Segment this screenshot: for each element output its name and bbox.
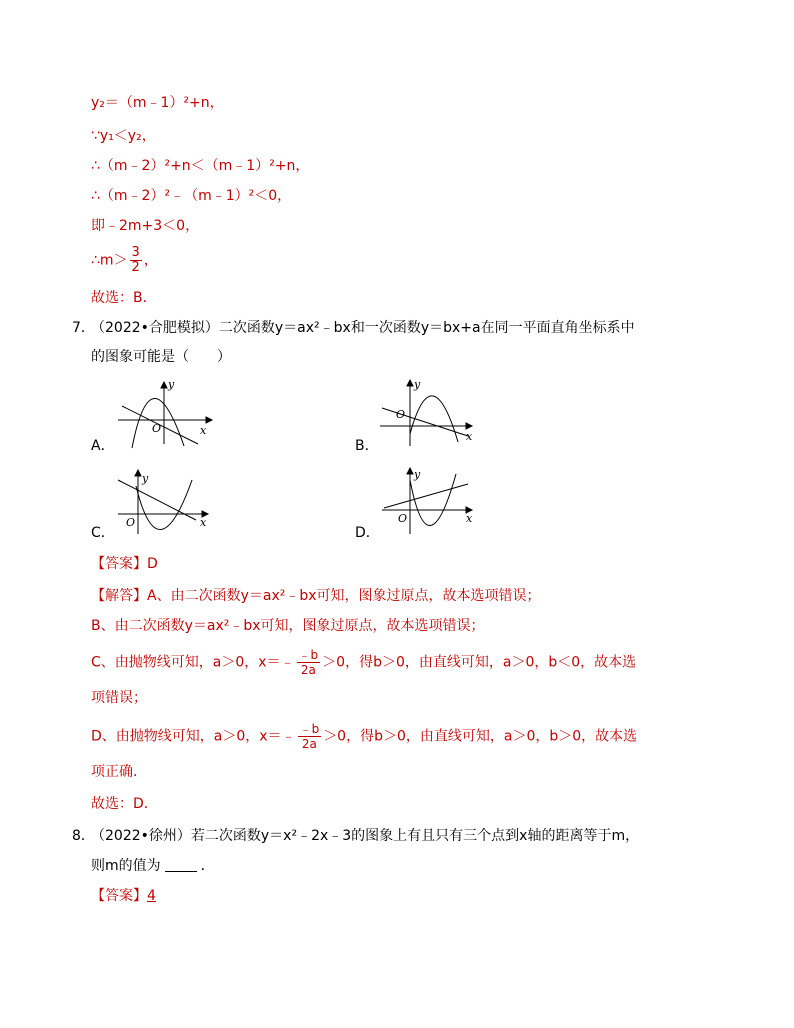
analysis-line: B、由二次函数y＝ax²﹣bx可知，图象过原点，故本选项错误； xyxy=(91,618,485,634)
analysis-line: 项错误； xyxy=(91,690,147,706)
question-source: （2022•徐州） xyxy=(91,828,191,844)
fraction-numerator: 3 xyxy=(131,245,140,260)
fraction-denominator: 2 xyxy=(131,260,140,275)
question-text xyxy=(91,856,215,876)
question-body: 二次函数y＝ax²﹣bx和一次函数y＝bx+a在同一平面直角坐标系中 xyxy=(218,320,635,336)
solution-choice: 故选：B． xyxy=(91,290,157,306)
origin-label: O xyxy=(396,408,406,421)
answer-value: D xyxy=(147,556,158,572)
fraction xyxy=(297,648,321,677)
solution-line: y₂＝（m﹣1）²+n， xyxy=(91,95,224,111)
x-axis-arrow xyxy=(466,423,472,429)
solution-line: ∴（m﹣2）²﹣（m﹣1）²＜0， xyxy=(91,188,292,204)
fraction xyxy=(298,722,322,751)
x-axis-label: x xyxy=(466,512,473,525)
answer-tag: 【答案】 xyxy=(91,888,147,904)
answer-value: 4 xyxy=(147,888,156,904)
question-number: 7． xyxy=(72,320,95,336)
graph-option-d xyxy=(376,464,480,538)
analysis-text: C、由抛物线可知，a＞0，x＝﹣ xyxy=(91,654,295,671)
analysis-text: A、由二次函数y＝ax²﹣bx可知，图象过原点，故本选项错误； xyxy=(147,588,541,604)
y-axis-label: y xyxy=(414,468,421,481)
y-axis-label: y xyxy=(168,378,175,391)
analysis-text: ＞0，得b＞0，由直线可知，a＞0，b＞0，故本选 xyxy=(323,728,638,745)
fraction-numerator: ﹣b xyxy=(299,722,320,736)
fraction xyxy=(130,246,142,275)
y-axis-arrow xyxy=(407,468,413,474)
solution-line: ∵y₁＜y₂， xyxy=(91,128,156,144)
fraction-denominator: 2a xyxy=(300,663,316,677)
x-axis-arrow xyxy=(206,417,212,423)
origin-label: O xyxy=(398,512,408,525)
y-axis-label: y xyxy=(414,378,421,391)
graph-option-b xyxy=(376,374,480,450)
answer-line xyxy=(91,886,156,906)
answer-blank xyxy=(165,857,197,872)
solution-line xyxy=(91,246,158,275)
question-body: 若二次函数y＝x²﹣2x﹣3的图象上有且只有三个点到x轴的距离等于m， xyxy=(190,828,640,844)
answer-tag: 【答案】 xyxy=(91,556,147,572)
question-source: （2022•合肥模拟） xyxy=(91,320,219,336)
parabola xyxy=(410,474,456,526)
fraction-numerator: ﹣b xyxy=(298,648,319,662)
analysis-line xyxy=(91,722,637,751)
solution-text: ∴m＞ xyxy=(91,252,128,269)
x-axis-label: x xyxy=(466,430,473,443)
fraction-denominator: 2a xyxy=(301,737,317,751)
analysis-tag: 【解答】 xyxy=(91,588,147,604)
x-axis-label: x xyxy=(200,516,207,529)
graph-option-c xyxy=(112,466,218,538)
analysis-text: D、由抛物线可知，a＞0，x＝﹣ xyxy=(91,728,296,745)
option-label-d: D． xyxy=(355,525,380,541)
x-axis-label: x xyxy=(200,424,207,437)
solution-line: ∴（m﹣2）²+n＜（m﹣1）²+n， xyxy=(91,158,310,174)
y-axis-arrow xyxy=(161,382,167,388)
graph-option-a xyxy=(112,376,222,450)
y-axis-arrow xyxy=(407,380,413,386)
straight-line xyxy=(382,408,468,436)
straight-line xyxy=(384,484,468,508)
y-axis-arrow xyxy=(135,470,141,476)
origin-label: O xyxy=(126,516,136,529)
question-text xyxy=(91,318,635,338)
analysis-line xyxy=(91,648,636,677)
option-label-b: B． xyxy=(355,438,379,454)
option-label-a: A． xyxy=(91,438,115,454)
parabola xyxy=(136,480,192,530)
question-body: 则m的值为 xyxy=(91,858,161,874)
question-body: ． xyxy=(200,858,215,874)
answer-line xyxy=(91,554,158,574)
origin-label: O xyxy=(152,422,162,435)
question-number: 8． xyxy=(72,828,95,844)
question-text: 的图象可能是（ ） xyxy=(91,349,231,365)
analysis-line xyxy=(91,586,541,606)
analysis-line: 项正确． xyxy=(91,764,147,780)
analysis-text: ＞0，得b＞0，由直线可知，a＞0，b＜0，故本选 xyxy=(322,654,637,671)
solution-line: 即﹣2m+3＜0， xyxy=(91,218,200,234)
question-text xyxy=(91,826,639,846)
y-axis-label: y xyxy=(142,472,149,485)
solution-choice: 故选：D． xyxy=(91,796,158,812)
option-label-c: C． xyxy=(91,525,115,541)
solution-text: ， xyxy=(143,252,158,269)
